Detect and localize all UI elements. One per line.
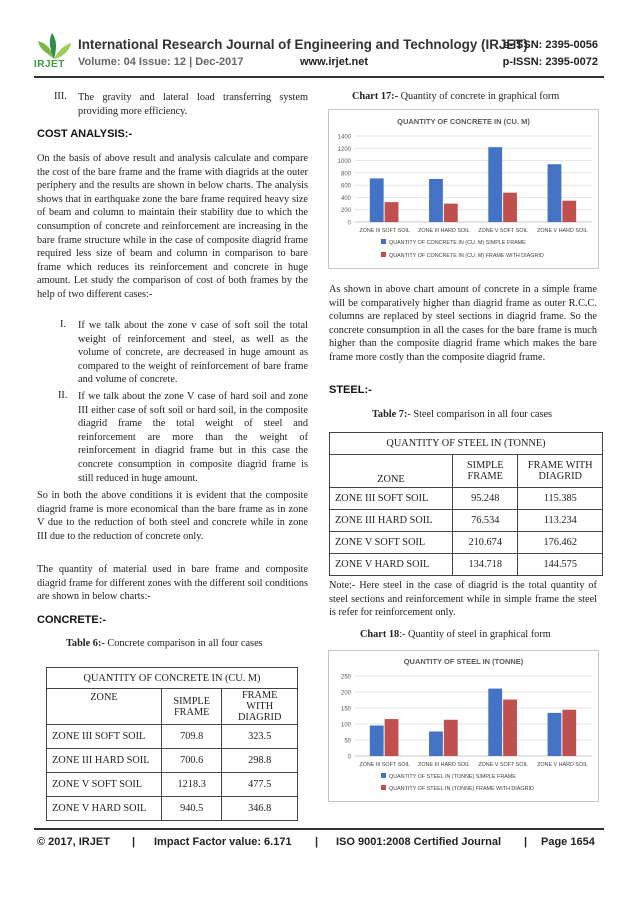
list-number: II. [58,390,68,401]
y-tick-label: 150 [340,706,351,713]
column-header-zone: ZONE [330,455,453,488]
footer-impact: Impact Factor value: 6.171 [154,836,292,848]
cell-zone: ZONE V SOFT SOIL [330,532,453,554]
steel-table [329,432,603,576]
bar [503,193,517,222]
x-tick-label: ZONE III HARD SOIL [418,762,470,768]
y-tick-label: 400 [340,195,351,202]
table-row [47,749,298,773]
cell-diagrid: 115.385 [518,488,603,510]
bar [429,179,443,222]
list-number: III. [54,91,67,102]
bar [562,201,576,222]
table-title: QUANTITY OF CONCRETE IN (CU. M) [47,668,298,689]
cell-simple: 1218.3 [162,773,222,797]
case-one-text: If we talk about the zone v case of soft soil the total weight of reinforcement and steel, as well as the volume of concrete, are decreased in huge amount as compared to the weight of reinforcement of bare frame and volume of concrete. [78,320,308,386]
list-item-text: The gravity and lateral load transferring system providing more efficiency. [78,92,308,117]
x-tick-label: ZONE III HARD SOIL [418,228,470,234]
bar [488,147,502,222]
cell-simple: 700.6 [162,749,222,773]
bar [548,164,562,222]
table-row [47,773,298,797]
column-header-diagrid: FRAME WITH DIAGRID [222,689,298,725]
y-tick-label: 0 [347,754,351,761]
list-number: I. [60,319,67,330]
cell-diagrid: 298.8 [222,749,298,773]
cell-zone: ZONE V HARD SOIL [47,797,162,821]
column-header-zone: ZONE [47,689,162,725]
cell-zone: ZONE V SOFT SOIL [47,773,162,797]
y-tick-label: 200 [340,208,351,215]
concrete-paragraph: As shown in above chart amount of concrete in a simple frame will be comparatively higher than diagrid frame as outer R.C.C. columns are replaced by steel sections in diagrid frame. So the concrete consumption in all the cases for the bare frame is much higher than the composite diagrid frame which makes the bare frame more costly than the composite diagrid frame. [329,284,597,363]
cell-diagrid: 323.5 [222,725,298,749]
cell-zone: ZONE V HARD SOIL [330,554,453,576]
cell-diagrid: 346.8 [222,797,298,821]
x-tick-label: ZONE V HARD SOIL [537,228,588,234]
table-row [330,510,603,532]
footer-separator: | [524,836,528,848]
cell-diagrid: 144.575 [518,554,603,576]
x-tick-label: ZONE V SOFT SOIL [478,228,528,234]
footer-divider [34,828,604,830]
cell-zone: ZONE III SOFT SOIL [330,488,453,510]
y-tick-label: 250 [340,674,351,681]
conclusion-paragraph: So in both the above conditions it is evident that the composite diagrid frame is more economical than the bare frame as in zone V due to the reduction of both steel and concrete while in zone III due to the reduction of concrete only. [37,490,308,542]
case-two-text: If we talk about the zone V case of hard soil and zone III either case of soft soil or hard soil, in the composite diagrid frame the total weight of steel and reinforcement are more than the weight of reinforcement in diagrid frame but in this case the concrete consumption in composite diagrid frame is still reduced in huge amount. [78,391,308,484]
header-divider [34,76,604,78]
legend-swatch [381,239,386,244]
concrete-chart-svg [329,110,598,268]
section-heading-steel: STEEL:- [329,384,372,396]
legend-label: QUANTITY OF CONCRETE IN (CU. M) SIMPLE FRAME [389,240,526,246]
footer-separator: | [315,836,319,848]
y-tick-label: 1000 [337,159,351,166]
logo-leaves-icon [34,31,74,61]
cell-zone: ZONE III SOFT SOIL [47,725,162,749]
y-tick-label: 800 [340,171,351,178]
y-tick-label: 1400 [337,134,351,141]
cell-simple: 940.5 [162,797,222,821]
table6-caption: Table 6:- Concrete comparison in all four cases [66,638,263,649]
y-tick-label: 50 [344,738,351,745]
chart17-caption: Chart 17:- Quantity of concrete in graphical form [352,91,560,102]
bar [444,720,458,756]
bar [370,726,384,756]
footer-copyright: © 2017, IRJET [37,836,110,848]
x-tick-label: ZONE V SOFT SOIL [478,762,528,768]
column-header-diagrid: FRAME WITH DIAGRID [518,455,603,488]
x-tick-label: ZONE V HARD SOIL [537,762,588,768]
pissn: p-ISSN: 2395-0072 [502,56,598,68]
bar [488,689,502,756]
cell-diagrid: 477.5 [222,773,298,797]
cell-zone: ZONE III HARD SOIL [330,510,453,532]
table-row [330,554,603,576]
cell-diagrid: 113.234 [518,510,603,532]
table-row [47,797,298,821]
footer-iso: ISO 9001:2008 Certified Journal [336,836,502,848]
bar [503,700,517,756]
concrete-table [46,667,298,821]
footer-page: Page 1654 [541,836,595,848]
x-tick-label: ZONE III SOFT SOIL [359,228,410,234]
note-paragraph: Note:- Here steel in the case of diagrid is the total quantity of steel sections and reinforcement while in simple frame the steel is refer for reinforcement only. [329,580,597,619]
legend-swatch [381,773,386,778]
table-row [330,488,603,510]
bar [562,710,576,756]
legend-label: QUANTITY OF STEEL IN (TONNE) SIMPLE FRAME [389,774,516,780]
footer-separator: | [132,836,136,848]
bar [429,732,443,756]
legend-label: QUANTITY OF STEEL IN (TONNE) FRAME WITH DIAGRID [389,786,534,792]
website-link[interactable]: www.irjet.net [300,56,369,68]
column-header-simple: SIMPLE FRAME [453,455,518,488]
cell-zone: ZONE III HARD SOIL [47,749,162,773]
bar [370,178,384,222]
cost-paragraph: On the basis of above result and analysis calculate and compare the cost of the bare frame and the frame with diagrids at the outer periphery and the results are shown in below charts. The analysis shows that in earthquake zone the bare frame required heavy size of beam and column to maintain their stability due to which the consumption of concrete and reinforcement are increasing in the bare frame structure while in the case of composite diagrid frame required less size of beam and column in comparison to bare frame which reduces its reinforcement and concrete in huge amount. Let study the comparison of cost of both frames by the help of two different cases:- [37,153,308,300]
cell-diagrid: 176.462 [518,532,603,554]
section-heading-cost: COST ANALYSIS:- [37,128,133,140]
section-heading-concrete: CONCRETE:- [37,614,107,626]
chart18-caption: Chart 18:- Quantity of steel in graphical form [360,629,551,640]
legend-swatch [381,252,386,257]
y-tick-label: 1200 [337,146,351,153]
cell-simple: 95.248 [453,488,518,510]
column-header-simple: SIMPLE FRAME [162,689,222,725]
journal-title: International Research Journal of Engineering and Technology (IRJET) [78,37,528,52]
cell-simple: 210.674 [453,532,518,554]
y-tick-label: 200 [340,690,351,697]
volume-issue: Volume: 04 Issue: 12 | Dec-2017 [78,56,244,68]
bar [548,713,562,756]
chart-title: QUANTITY OF STEEL IN (TONNE) [403,657,524,666]
table7-caption: Table 7:- Steel comparison in all four cases [372,409,553,420]
table-row [47,725,298,749]
concrete-chart [328,109,599,269]
y-tick-label: 0 [347,220,351,227]
quantity-paragraph: The quantity of material used in bare frame and composite diagrid frame for different zones with the different soil conditions are shown in below charts:- [37,564,308,603]
cell-simple: 709.8 [162,725,222,749]
y-tick-label: 100 [340,722,351,729]
bar [444,204,458,222]
cell-simple: 134.718 [453,554,518,576]
chart-title: QUANTITY OF CONCRETE IN (CU. M) [397,117,530,126]
y-tick-label: 600 [340,183,351,190]
cell-simple: 76.534 [453,510,518,532]
steel-chart [328,650,599,802]
table-title: QUANTITY OF STEEL IN (TONNE) [330,433,603,455]
legend-swatch [381,785,386,790]
eissn: e-ISSN: 2395-0056 [503,39,598,51]
x-tick-label: ZONE III SOFT SOIL [359,762,410,768]
logo-text: IRJET [34,59,65,70]
legend-label: QUANTITY OF CONCRETE IN (CU. M) FRAME WITH DIAGRID [389,253,544,259]
bar [385,719,399,756]
table-row [330,532,603,554]
steel-chart-svg [329,651,598,801]
bar [385,202,399,222]
